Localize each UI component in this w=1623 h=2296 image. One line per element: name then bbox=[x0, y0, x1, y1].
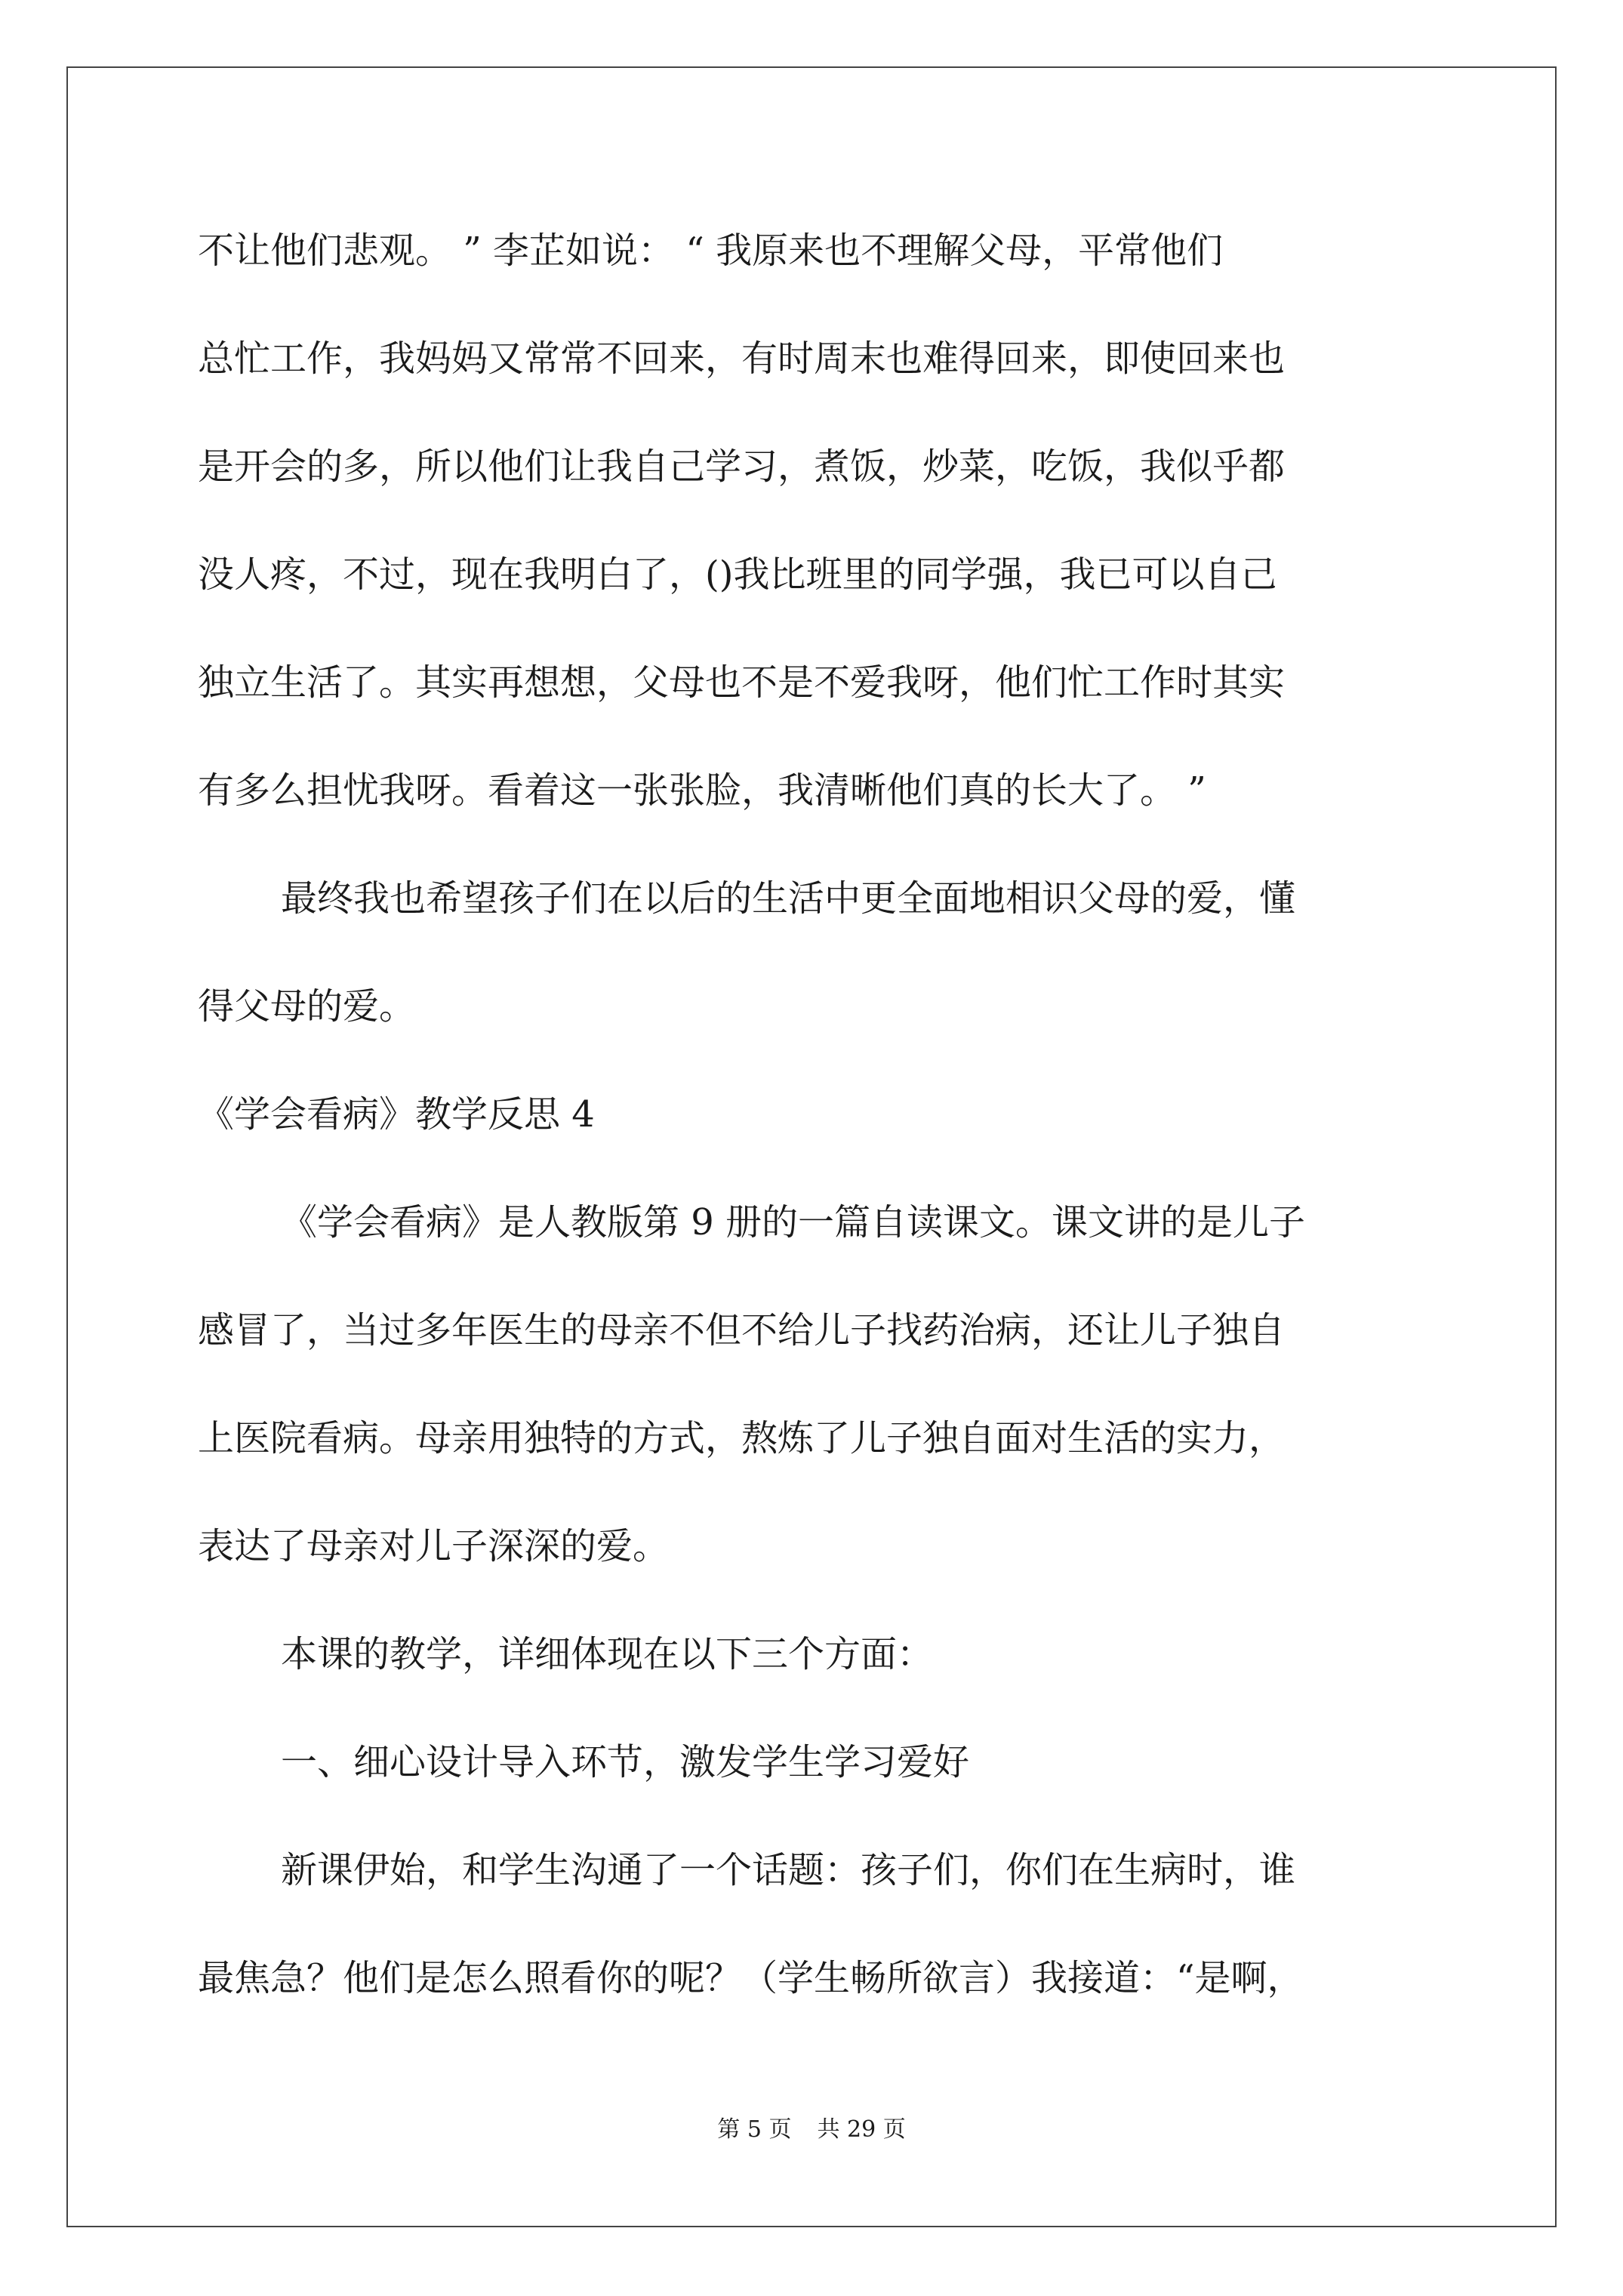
body-line: 独立生活了。其实再想想，父母也不是不爱我呀，他们忙工作时其实 bbox=[198, 661, 1286, 704]
body-line: 表达了母亲对儿子深深的爱。 bbox=[198, 1525, 670, 1567]
body-line: 最终我也希望孩子们在以后的生活中更全面地相识父母的爱，懂 bbox=[281, 877, 1296, 920]
page-border bbox=[66, 66, 1557, 2227]
body-line: 感冒了，当过多年医生的母亲不但不给儿子找药治病，还让儿子独自 bbox=[198, 1309, 1286, 1351]
body-line: 得父母的爱。 bbox=[198, 985, 416, 1028]
body-line: 《学会看病》是人教版第 9 册的一篇自读课文。课文讲的是儿子 bbox=[281, 1201, 1306, 1244]
body-line: 本课的教学，详细体现在以下三个方面： bbox=[281, 1633, 934, 1675]
body-line: 不让他们悲观。 ” 李芷如说： “ 我原来也不理解父母，平常他们 bbox=[198, 230, 1224, 272]
page-total: 共 29 页 bbox=[817, 2116, 906, 2143]
page-number: 第 5 页 bbox=[717, 2116, 792, 2143]
body-line: 上医院看病。母亲用独特的方式，熬炼了儿子独自面对生活的实力， bbox=[198, 1417, 1286, 1459]
body-line: 最焦急？他们是怎么照看你的呢？（学生畅所欲言）我接道：“是啊， bbox=[198, 1957, 1304, 1999]
subsection-heading: 一、细心设计导入环节，激发学生学习爱好 bbox=[281, 1741, 970, 1783]
body-line: 是开会的多，所以他们让我自己学习，煮饭，炒菜，吃饭，我似乎都 bbox=[198, 445, 1286, 488]
page-footer bbox=[0, 2110, 1623, 2143]
section-heading: 《学会看病》教学反思 4 bbox=[198, 1093, 595, 1136]
body-line: 有多么担忧我呀。看着这一张张脸，我清晰他们真的长大了。 ” bbox=[198, 769, 1206, 812]
body-line: 新课伊始，和学生沟通了一个话题：孩子们，你们在生病时，谁 bbox=[281, 1849, 1296, 1891]
body-line: 总忙工作，我妈妈又常常不回来，有时周末也难得回来，即使回来也 bbox=[198, 337, 1286, 380]
body-line: 没人疼，不过，现在我明白了，()我比班里的同学强，我已可以自己 bbox=[198, 553, 1277, 596]
